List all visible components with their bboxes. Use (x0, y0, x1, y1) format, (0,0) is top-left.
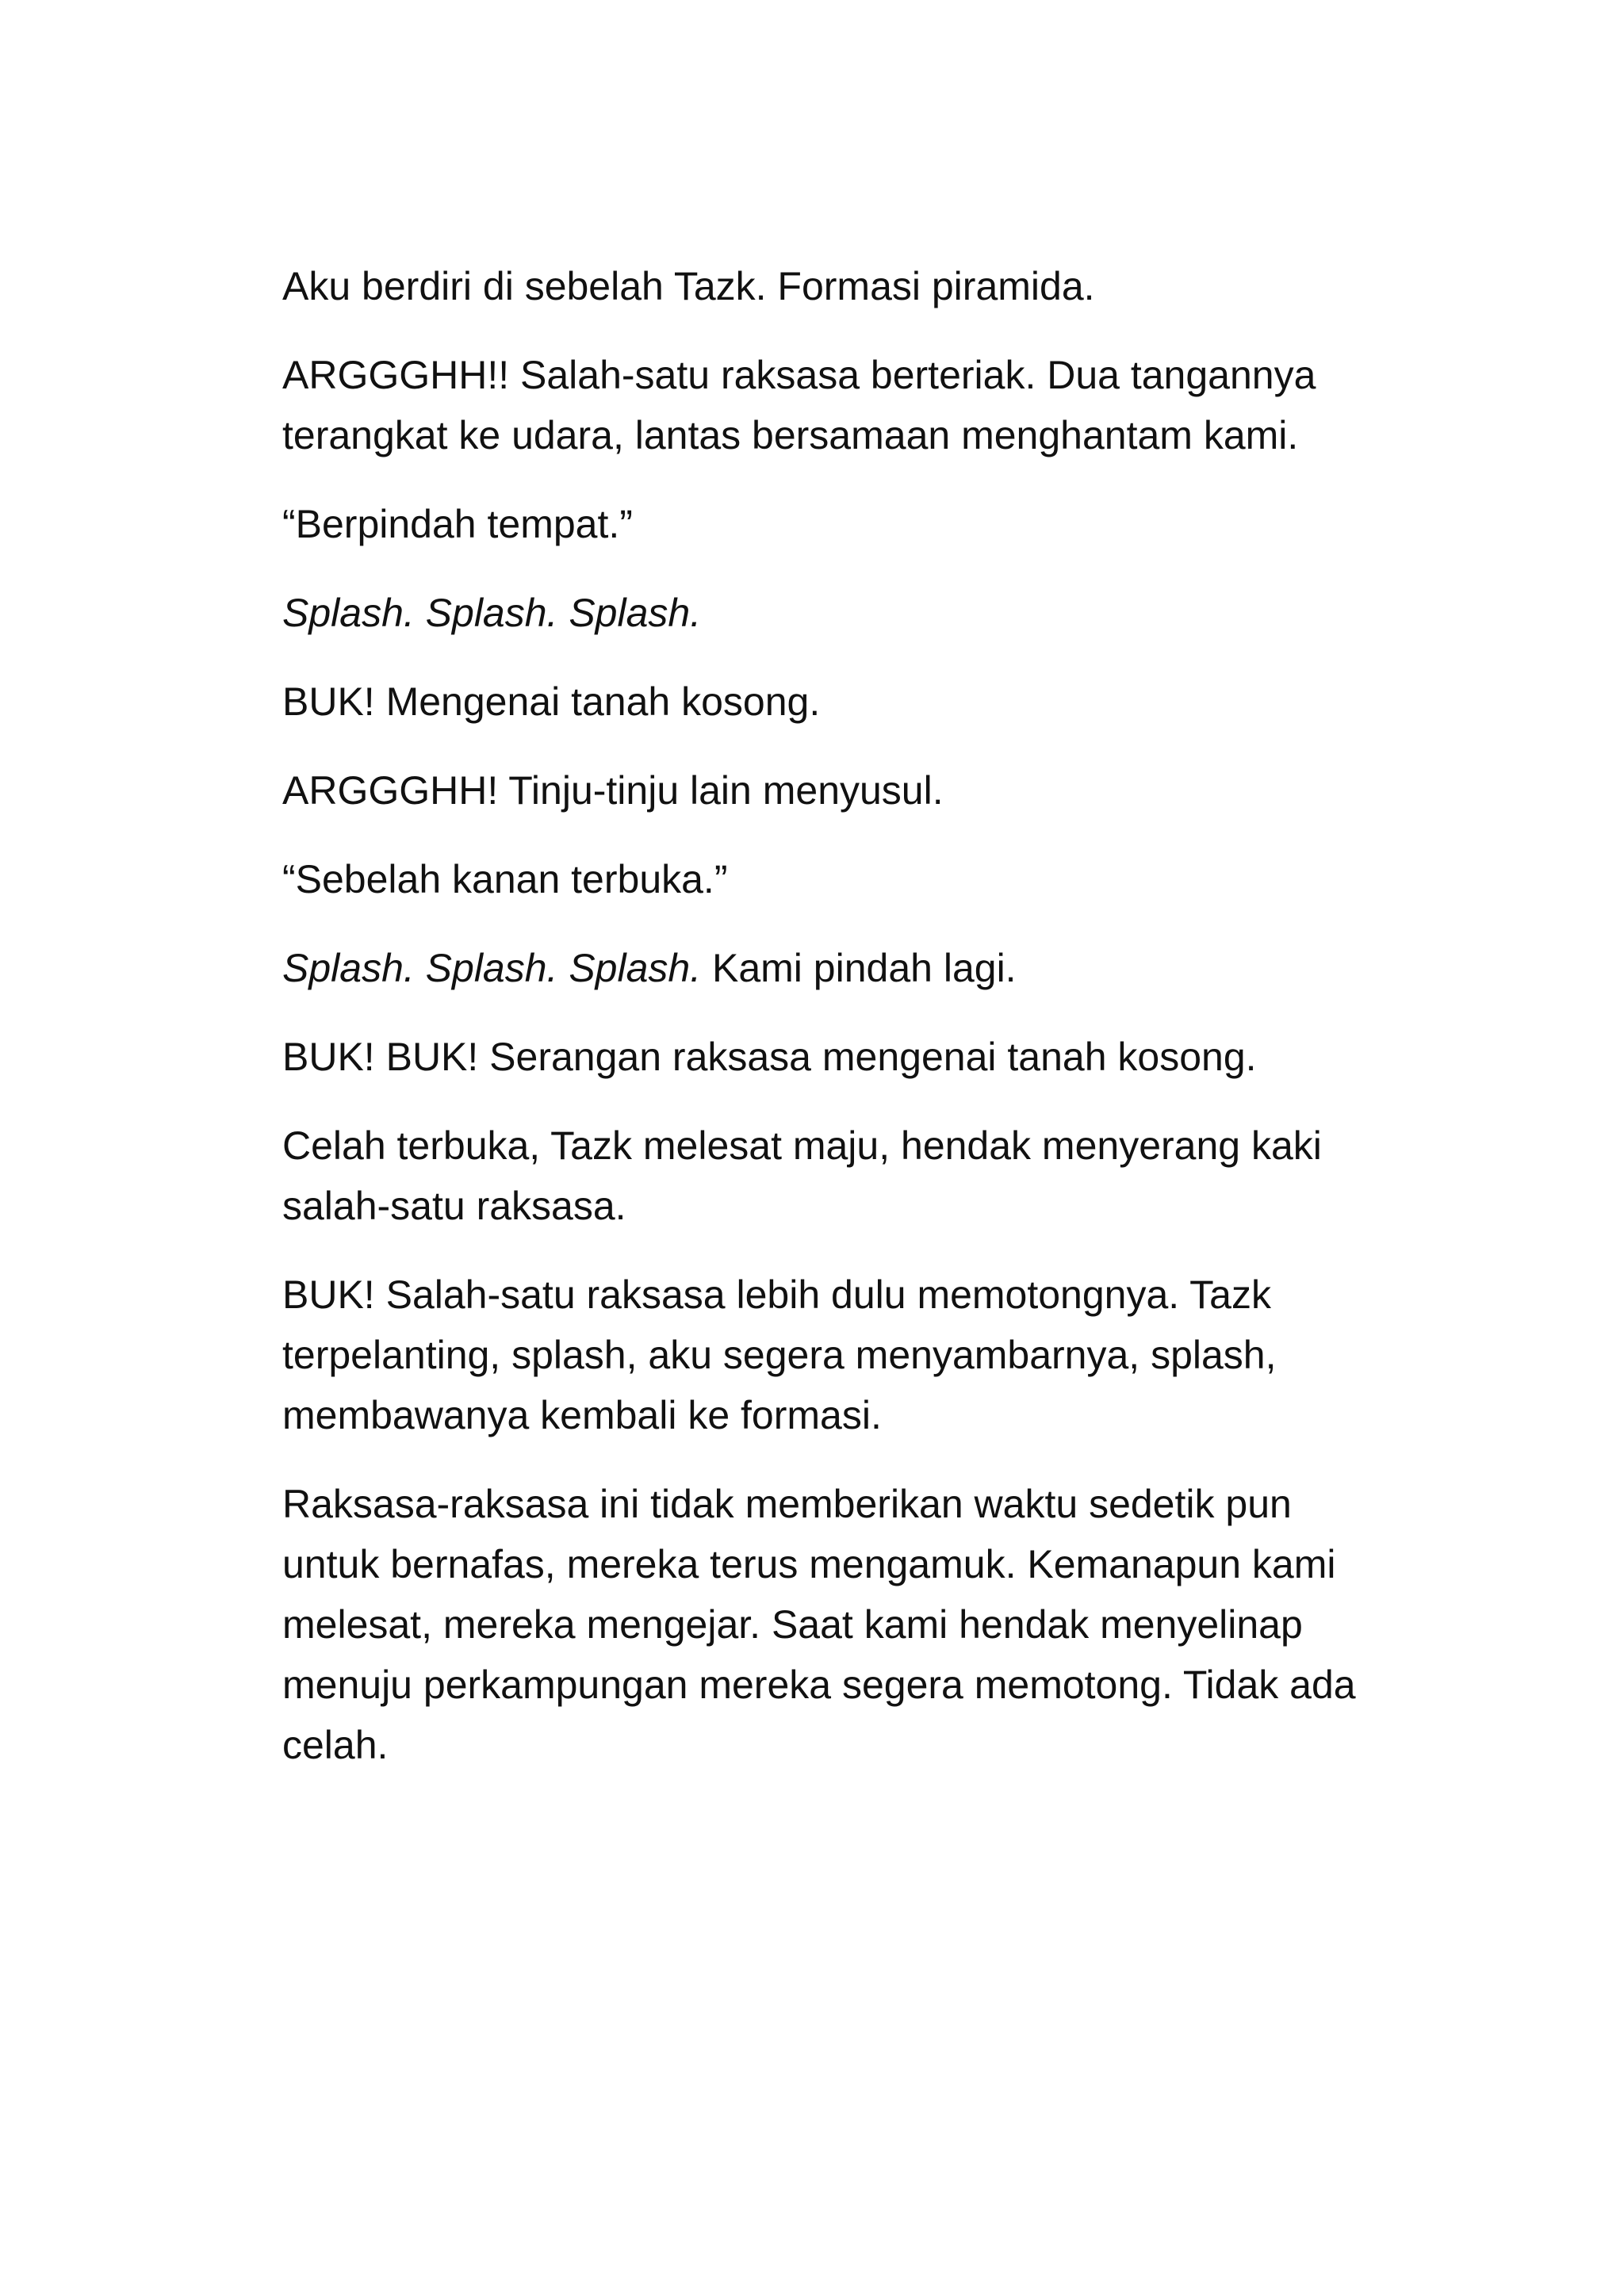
paragraph-5 (282, 672, 1385, 732)
paragraph-text: BUK! Salah-satu raksasa lebih dulu memotongnya. Tazk terpelanting, splash, aku segera menyambarnya, splash, membawanya kembali ke formasi. (282, 1272, 1277, 1437)
paragraph-italic-text: Splash. Splash. Splash. (282, 946, 702, 990)
paragraph-text: Kami pindah lagi. (701, 946, 1017, 990)
paragraph-text: Celah terbuka, Tazk melesat maju, hendak menyerang kaki salah-satu raksasa. (282, 1123, 1322, 1228)
paragraph-text: Aku berdiri di sebelah Tazk. Formasi piramida. (282, 264, 1095, 308)
paragraph-italic-text: Splash. Splash. Splash. (282, 591, 702, 635)
paragraph-6 (282, 760, 1385, 821)
paragraph-text: Raksasa-raksasa ini tidak memberikan waktu sedetik pun untuk bernafas, mereka terus mengamuk. Kemanapun kami melesat, mereka mengejar. Saat kami hendak menyelinap menuju perkampungan mereka segera memotong. Tidak ada celah. (282, 1482, 1356, 1767)
paragraph-text: “Berpindah tempat.” (282, 502, 633, 546)
paragraph-3 (282, 494, 1385, 554)
paragraph-1 (282, 256, 1385, 316)
text-body (282, 256, 1385, 1804)
paragraph-8 (282, 938, 1385, 998)
paragraph-7 (282, 849, 1385, 909)
paragraph-11 (282, 1265, 1385, 1445)
paragraph-9 (282, 1027, 1385, 1087)
paragraph-10 (282, 1115, 1385, 1236)
paragraph-text: ARGGGHH!! Salah-satu raksasa berteriak. Dua tangannya terangkat ke udara, lantas bersamaan menghantam kami. (282, 353, 1316, 457)
paragraph-4 (282, 583, 1385, 643)
paragraph-12 (282, 1474, 1385, 1775)
paragraph-text: “Sebelah kanan terbuka.” (282, 857, 728, 901)
paragraph-text: ARGGGHH! Tinju-tinju lain menyusul. (282, 768, 944, 813)
paragraph-text: BUK! Mengenai tanah kosong. (282, 679, 821, 724)
paragraph-2 (282, 345, 1385, 465)
paragraph-text: BUK! BUK! Serangan raksasa mengenai tanah kosong. (282, 1035, 1257, 1079)
